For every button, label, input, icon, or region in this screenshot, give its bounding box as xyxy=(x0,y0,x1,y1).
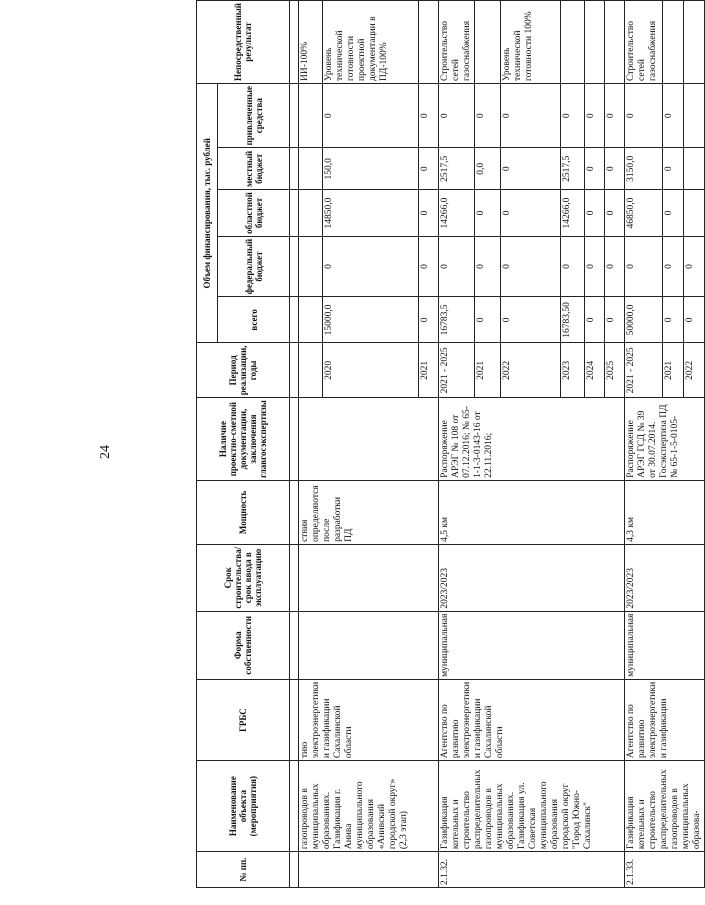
funding-regional: 46850,0 xyxy=(625,190,663,237)
table-row xyxy=(439,1,475,888)
funding-total: 50000,0 xyxy=(625,297,663,343)
funding-regional: 0 xyxy=(662,190,683,237)
funding-regional xyxy=(683,190,704,237)
ownership: муниципальная xyxy=(439,611,625,679)
table-body xyxy=(299,1,705,888)
row-number xyxy=(299,852,439,888)
funding-federal: 0 xyxy=(561,236,585,296)
direct-result: Уровень технической готовности проектной документации в ПД-100% xyxy=(323,1,419,84)
column-number-row xyxy=(290,1,299,888)
funding-attracted: 0 xyxy=(585,83,605,147)
funding-regional: 0 xyxy=(501,190,561,237)
period: 2021 - 2025 xyxy=(625,343,663,398)
table-row xyxy=(299,1,323,888)
funding-attracted: 0 xyxy=(625,83,663,147)
funding-local: 0 xyxy=(585,148,605,190)
period: 2025 xyxy=(605,343,625,398)
funding-regional: 0 xyxy=(475,190,501,237)
capacity: ствия определяются после разработки ПД xyxy=(299,480,439,544)
funding-federal: 0 xyxy=(501,236,561,296)
funding-total xyxy=(299,297,323,343)
header-docs: Наличие проектно-сметной документации, заключения главгосэкспертизы xyxy=(197,398,290,481)
funding-federal: 0 xyxy=(439,236,475,296)
funding-total: 0 xyxy=(662,297,683,343)
period: 2021 xyxy=(475,343,501,398)
capacity: 4,3 км xyxy=(625,480,705,544)
header-grbs: ГРБС xyxy=(197,679,290,760)
period: 2022 xyxy=(683,343,704,398)
funding-federal: 0 xyxy=(419,236,439,296)
direct-result: Уровень технической готовности 100% xyxy=(501,1,561,84)
documentation: Распоряжение АРЭГ ГСД № 39 от 30.07.2014. Госэкспертиза ПД № 65-1-5-0105- xyxy=(625,398,705,481)
funding-local: 0,0 xyxy=(475,148,501,190)
funding-total: 15000,0 xyxy=(323,297,419,343)
funding-attracted xyxy=(683,83,704,147)
funding-total: 0 xyxy=(585,297,605,343)
grbs: Агентство по развитию электроэнергетики и газификации Сахалинской области xyxy=(439,679,625,760)
construction-term: 2023/2023 xyxy=(625,544,705,611)
grbs: Агентство по развитию электроэнергетики и газификации xyxy=(625,679,705,760)
period: 2021 xyxy=(662,343,683,398)
capacity: 4,5 км xyxy=(439,480,625,544)
funding-regional xyxy=(299,190,323,237)
funding-regional: 0 xyxy=(605,190,625,237)
grbs: тию электроэнергетики и газификации Сахалинской области xyxy=(299,679,439,760)
period: 2021 xyxy=(419,343,439,398)
ownership: муниципальная xyxy=(625,611,705,679)
funding-federal: 0 xyxy=(683,236,704,296)
funding-local: 0 xyxy=(501,148,561,190)
header-regional: областной бюджет xyxy=(218,190,290,237)
funding-federal: 0 xyxy=(662,236,683,296)
funding-federal: 0 xyxy=(585,236,605,296)
period: 2023 xyxy=(561,343,585,398)
period xyxy=(299,343,323,398)
object-name: Газификация котельных и строительство распределительных газопроводов в муниципальных образова- xyxy=(625,761,705,852)
funding-local xyxy=(683,148,704,190)
construction-term xyxy=(299,544,439,611)
funding-total: 0 xyxy=(683,297,704,343)
funding-attracted: 0 xyxy=(662,83,683,147)
ownership xyxy=(299,611,439,679)
funding-local xyxy=(299,148,323,190)
funding-regional: 0 xyxy=(419,190,439,237)
funding-attracted: 0 xyxy=(501,83,561,147)
funding-local: 0 xyxy=(605,148,625,190)
header-attracted: привлеченные средства xyxy=(218,83,290,147)
funding-federal: 0 xyxy=(323,236,419,296)
row-number: 2.1.32. xyxy=(439,852,625,888)
period: 2024 xyxy=(585,343,605,398)
direct-result xyxy=(683,1,704,84)
investment-table xyxy=(196,0,705,888)
direct-result xyxy=(561,1,585,84)
funding-federal: 0 xyxy=(605,236,625,296)
direct-result: Строительство сетей газоснабжения xyxy=(439,1,475,84)
funding-attracted: 0 xyxy=(561,83,585,147)
funding-total: 0 xyxy=(419,297,439,343)
funding-federal xyxy=(299,236,323,296)
direct-result: Строительство сетей газоснабжения xyxy=(625,1,663,84)
header-name: Наименование объекта (мероприятия) xyxy=(197,761,290,852)
header-federal: федеральный бюджет xyxy=(218,236,290,296)
header-local: местный бюджет xyxy=(218,148,290,190)
funding-regional: 14266,0 xyxy=(439,190,475,237)
funding-local: 2517,5 xyxy=(439,148,475,190)
direct-result xyxy=(605,1,625,84)
funding-attracted: 0 xyxy=(439,83,475,147)
funding-local: 0 xyxy=(662,148,683,190)
funding-local: 150,0 xyxy=(323,148,419,190)
page-number: 24 xyxy=(98,445,113,459)
funding-regional: 0 xyxy=(585,190,605,237)
funding-local: 2517,5 xyxy=(561,148,585,190)
direct-result xyxy=(662,1,683,84)
funding-total: 16783,5 xyxy=(439,297,475,343)
funding-regional: 14266,0 xyxy=(561,190,585,237)
funding-federal: 0 xyxy=(625,236,663,296)
funding-attracted: 0 xyxy=(475,83,501,147)
funding-attracted: 0 xyxy=(419,83,439,147)
header-result: Непосредственный результат xyxy=(197,1,290,84)
construction-term: 2023/2023 xyxy=(439,544,625,611)
funding-total: 0 xyxy=(475,297,501,343)
header-period: Период реализации, годы xyxy=(197,343,290,398)
period: 2021 - 2025 xyxy=(439,343,475,398)
funding-total: 0 xyxy=(605,297,625,343)
documentation xyxy=(299,398,439,481)
period: 2022 xyxy=(501,343,561,398)
direct-result xyxy=(585,1,605,84)
header-funding: Объем финансирования, тыс. рублей xyxy=(197,83,218,343)
header-total: всего xyxy=(218,297,290,343)
direct-result: ИИ-100% xyxy=(299,1,323,84)
row-number: 2.1.33. xyxy=(625,852,705,888)
direct-result xyxy=(419,1,439,84)
object-name: Газификация котельных и строительство распределительных газопроводов в муниципальных образованиях. Газификация ул. Советская муниципального образования городской округ "Город Южно-Сахалинск" xyxy=(439,761,625,852)
header-ownership: Форма собственности xyxy=(197,611,290,679)
funding-total: 16783,50 xyxy=(561,297,585,343)
funding-attracted xyxy=(299,83,323,147)
funding-total: 0 xyxy=(501,297,561,343)
documentation: Распоряжение АРЭГ № 108 от 07.12.2016; № 65-1-1-3-0143-16 от 22.11.2016; xyxy=(439,398,625,481)
funding-federal: 0 xyxy=(475,236,501,296)
funding-regional: 14850,0 xyxy=(323,190,419,237)
funding-local: 0 xyxy=(419,148,439,190)
funding-attracted: 0 xyxy=(323,83,419,147)
header-term: Срок строительства/срок ввода в эксплуатацию xyxy=(197,544,290,611)
direct-result xyxy=(475,1,501,84)
header-num: № пп. xyxy=(197,852,290,888)
period: 2020 xyxy=(323,343,419,398)
funding-attracted: 0 xyxy=(605,83,625,147)
funding-local: 3150,0 xyxy=(625,148,663,190)
table-row xyxy=(625,1,663,888)
header-capacity: Мощность xyxy=(197,480,290,544)
object-name: газопроводов в муниципальных образованиях. Газификация г. Анива муниципального образования «Анивский городской округ» (2,3 этап) xyxy=(299,761,439,852)
